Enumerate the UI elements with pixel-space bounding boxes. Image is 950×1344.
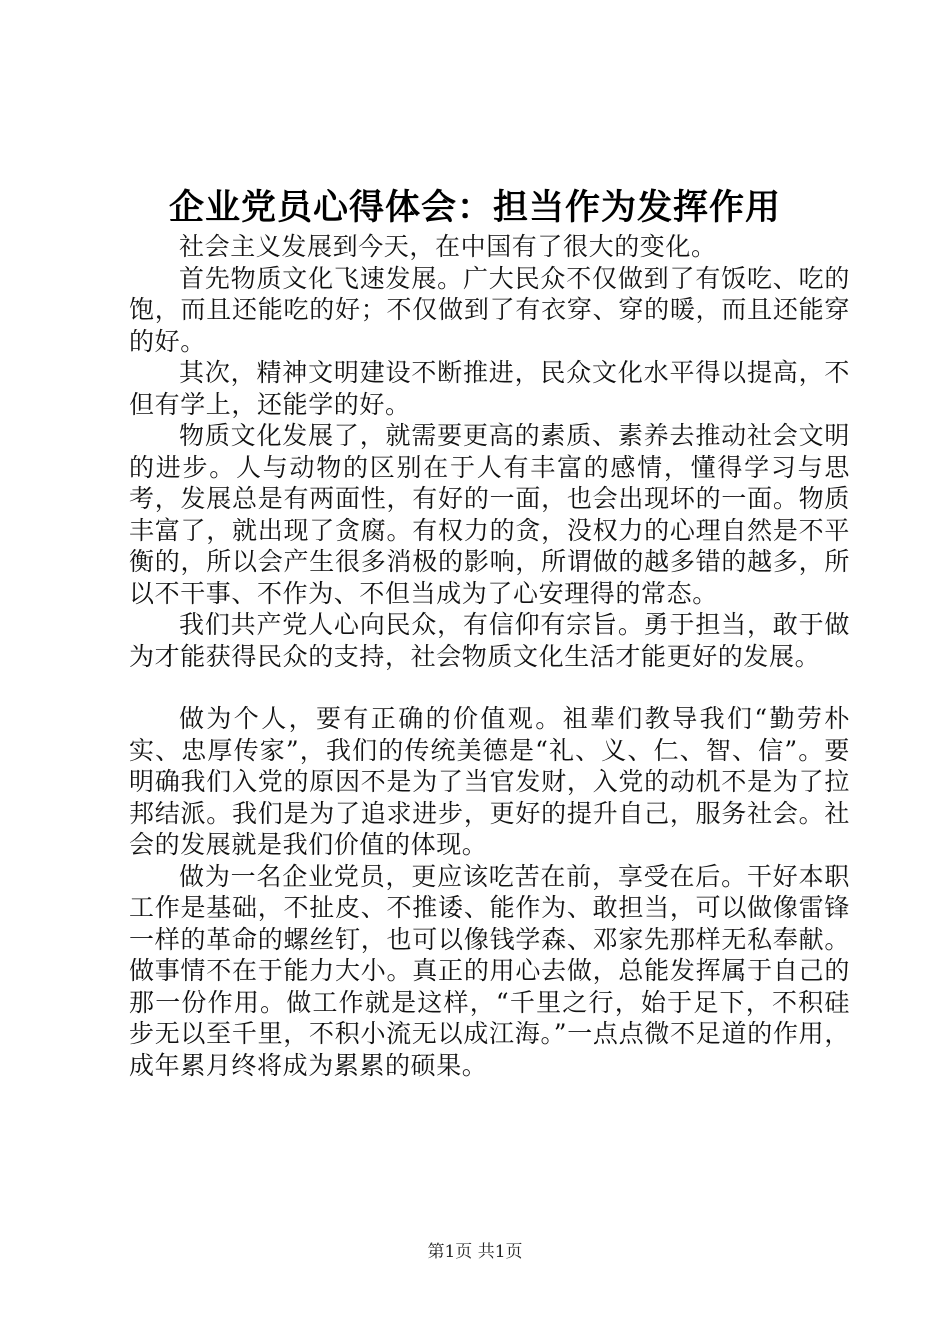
document-title: 企业党员心得体会：担当作为发挥作用 [168, 188, 781, 228]
paragraph-4: 物质文化发展了，就需要更高的素质、素养去推动社会文明的进步。人与动物的区别在于人有丰富的感情，懂得学习与思考，发展总是有两面性，有好的一面，也会出现坏的一面。物质丰富了，就出现了贪腐。有权力的贪，没权力的心理自然是不平衡的，所以会产生很多消极的影响，所谓做的越多错的越多，所以不干事、不作为、不但当成为了心安理得的常态。 [129, 421, 850, 608]
page-footer: 第1页 共1页 [427, 1242, 523, 1262]
paragraph-7: 做为一名企业党员，更应该吃苦在前，享受在后。干好本职工作是基础，不扯皮、不推诿、能作为、敢担当，可以做像雷锋一样的革命的螺丝钉，也可以像钱学森、邓家先那样无私奉献。做事情不在于能力大小。真正的用心去做，总能发挥属于自己的那一份作用。做工作就是这样，“千里之行，始于足下，不积硅步无以至千里，不积小流无以成江海。”一点点微不足道的作用，成年累月终将成为累累的硕果。 [129, 861, 850, 1080]
document-body [129, 231, 850, 1081]
paragraph-2: 首先物质文化飞速发展。广大民众不仅做到了有饭吃、吃的饱，而且还能吃的好；不仅做到了有衣穿、穿的暖，而且还能穿的好。 [129, 263, 850, 356]
paragraph-3: 其次，精神文明建设不断推进，民众文化水平得以提高，不但有学上，还能学的好。 [129, 358, 850, 419]
paragraph-5: 我们共产党人心向民众，有信仰有宗旨。勇于担当，敢于做为才能获得民众的支持，社会物质文化生活才能更好的发展。 [129, 610, 850, 671]
paragraph-6: 做为个人，要有正确的价值观。祖辈们教导我们“勤劳朴实、忠厚传家”，我们的传统美德是“礼、义、仁、智、信”。要明确我们入党的原因不是为了当官发财，入党的动机不是为了拉邦结派。我们是为了追求进步，更好的提升自己，服务社会。社会的发展就是我们价值的体现。 [129, 704, 850, 859]
paragraph-1: 社会主义发展到今天，在中国有了很大的变化。 [179, 232, 717, 261]
